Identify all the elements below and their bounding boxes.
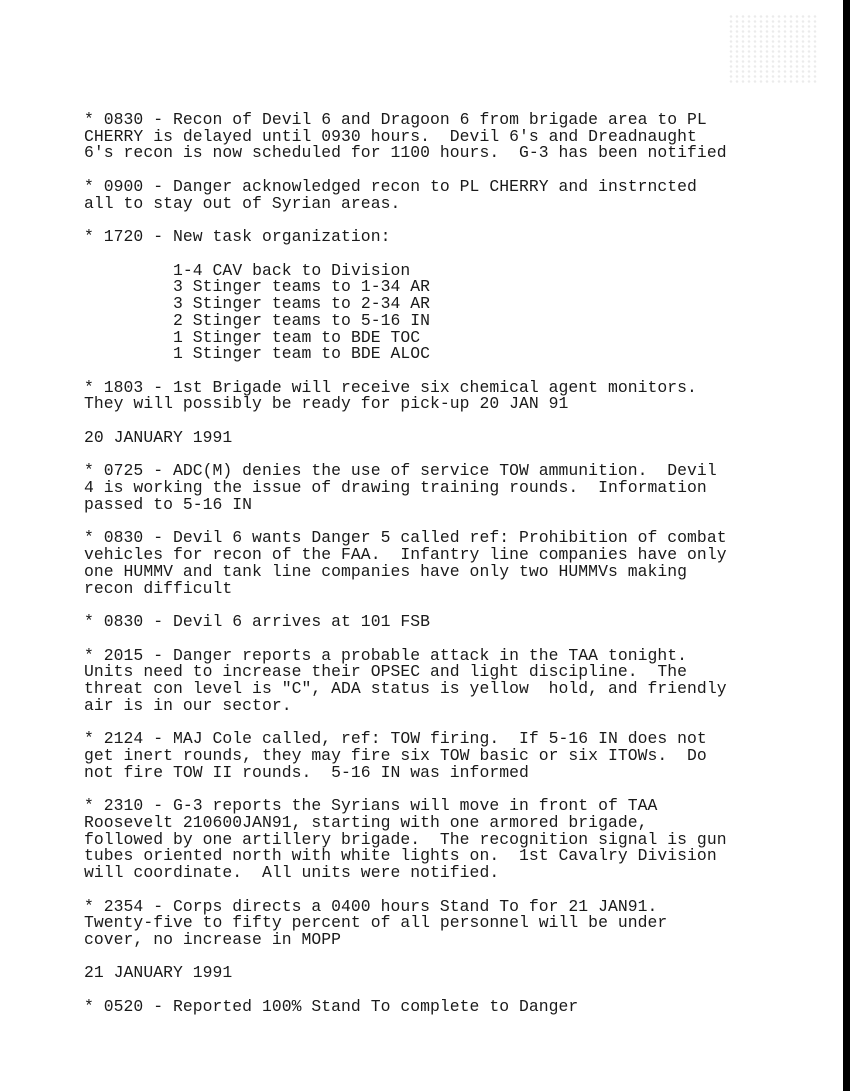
log-line: get inert rounds, they may fire six TOW basic or six ITOWs. Do xyxy=(84,745,707,765)
log-line: * 0725 - ADC(M) denies the use of service TOW ammunition. Devil xyxy=(84,461,717,481)
log-line: 2 Stinger teams to 5-16 IN xyxy=(173,310,431,330)
log-line: CHERRY is delayed until 0930 hours. Devil 6's and Dreadnaught xyxy=(84,126,697,146)
log-line: * 2015 - Danger reports a probable attack in the TAA tonight. xyxy=(84,645,688,665)
log-line: * 1803 - 1st Brigade will receive six chemical agent monitors. xyxy=(84,377,697,397)
blank-line xyxy=(84,631,834,648)
log-line: recon difficult xyxy=(84,578,233,598)
log-line: * 0830 - Recon of Devil 6 and Dragoon 6 from brigade area to PL xyxy=(84,110,707,129)
log-line: cover, no increase in MOPP xyxy=(84,929,342,949)
scan-edge-border xyxy=(843,0,850,1091)
log-line: passed to 5-16 IN xyxy=(84,494,253,514)
log-line: one HUMMV and tank line companies have only two HUMMVs making xyxy=(84,561,688,581)
log-line: * 2354 - Corps directs a 0400 hours Stand To for 21 JAN91. xyxy=(84,896,658,916)
scan-noise xyxy=(728,14,818,84)
log-line: They will possibly be ready for pick-up 20 JAN 91 xyxy=(84,394,569,414)
log-line: followed by one artillery brigade. The recognition signal is gun xyxy=(84,829,727,849)
log-line: * 2124 - MAJ Cole called, ref: TOW firing. If 5-16 IN does not xyxy=(84,729,707,749)
log-line: all to stay out of Syrian areas. xyxy=(84,193,401,213)
log-line: * 2310 - G-3 reports the Syrians will move in front of TAA xyxy=(84,796,658,816)
log-line: Units need to increase their OPSEC and light discipline. The xyxy=(84,662,688,682)
log-line: * 0520 - Reported 100% Stand To complete to Danger xyxy=(84,996,579,1016)
log-line: Roosevelt 210600JAN91, starting with one armored brigade, xyxy=(84,812,648,832)
log-line: 21 JANUARY 1991 xyxy=(84,963,233,983)
log-line: 20 JANUARY 1991 xyxy=(84,427,233,447)
log-text xyxy=(84,112,834,1016)
log-line: threat con level is "C", ADA status is yellow hold, and friendly xyxy=(84,678,727,698)
log-line: will coordinate. All units were notified. xyxy=(84,863,500,883)
log-line: 4 is working the issue of drawing training rounds. Information xyxy=(84,478,707,498)
log-line: 6's recon is now scheduled for 1100 hours. G-3 has been notified xyxy=(84,143,727,163)
log-line: * 0830 - Devil 6 wants Danger 5 called ref: Prohibition of combat xyxy=(84,528,727,548)
log-line: Twenty-five to fifty percent of all personnel will be under xyxy=(84,913,668,933)
log-line: 1 Stinger team to BDE ALOC xyxy=(173,344,431,364)
log-line: vehicles for recon of the FAA. Infantry line companies have only xyxy=(84,545,727,565)
log-line: tubes oriented north with white lights on. 1st Cavalry Division xyxy=(84,846,717,866)
log-line: 3 Stinger teams to 2-34 AR xyxy=(173,294,431,314)
log-line: 1-4 CAV back to Division xyxy=(173,260,411,280)
log-line: * 0830 - Devil 6 arrives at 101 FSB xyxy=(84,612,431,632)
log-line: * 0900 - Danger acknowledged recon to PL CHERRY and instrncted xyxy=(84,176,697,196)
log-line: 1 Stinger team to BDE TOC xyxy=(173,327,421,347)
log-line: air is in our sector. xyxy=(84,695,292,715)
log-line: not fire TOW II rounds. 5-16 IN was informed xyxy=(84,762,529,782)
log-line: 3 Stinger teams to 1-34 AR xyxy=(173,277,431,297)
log-line: * 1720 - New task organization: xyxy=(84,227,391,247)
blank-line xyxy=(84,882,834,899)
